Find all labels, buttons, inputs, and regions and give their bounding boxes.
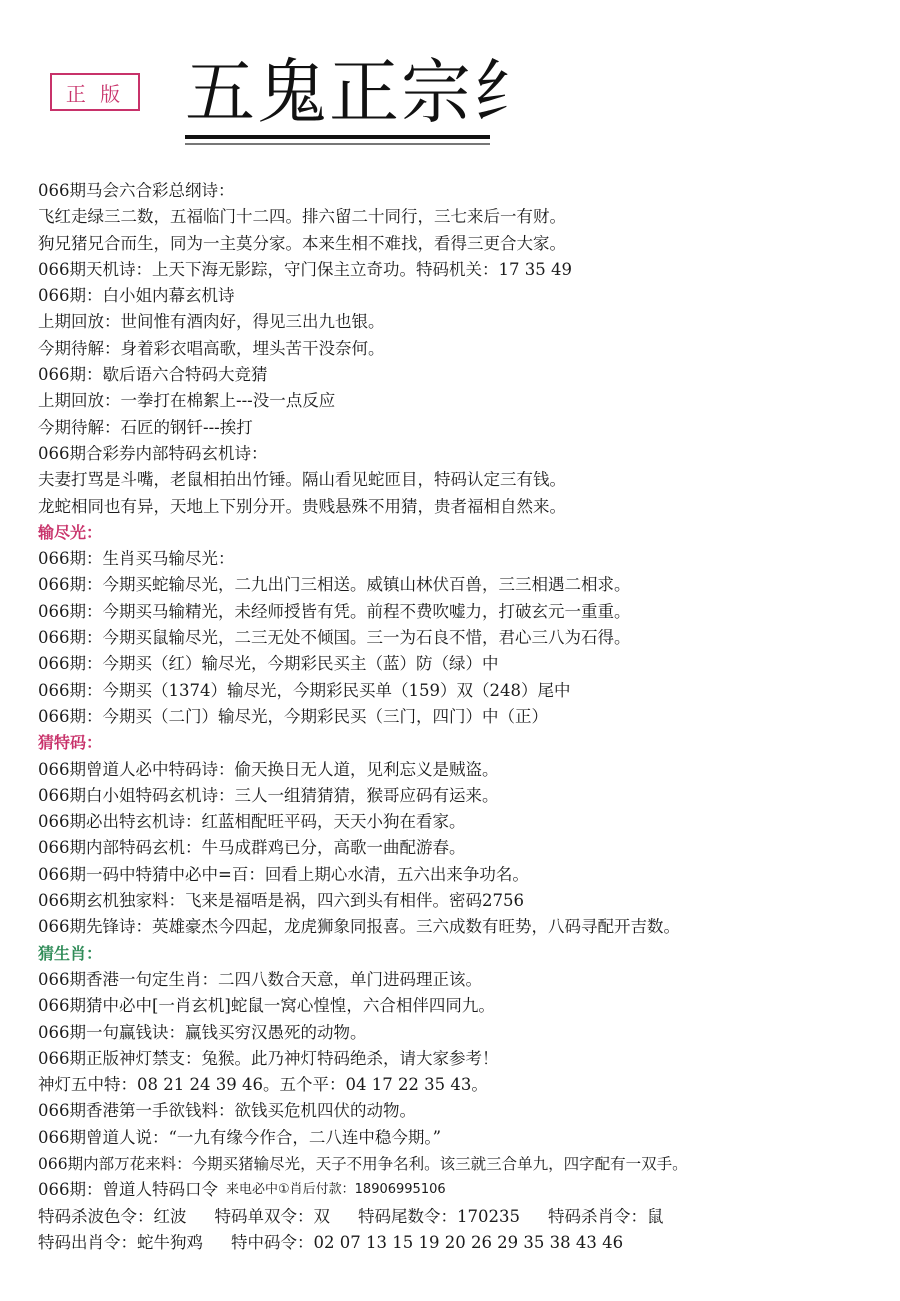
text-line: 066期：今期买鼠输尽光，二三无处不倾国。三一为石良不惜，君心三八为石得。 — [38, 628, 631, 648]
text-line: 066期香港一句定生肖：二四八数合天意，单门进码理正该。 — [38, 969, 482, 989]
text-line: 066期：歇后语六合特码大竞猜 — [38, 365, 268, 385]
title-underline — [185, 135, 490, 139]
text-line: 夫妻打骂是斗嘴，老鼠相拍出竹锤。隔山看见蛇匝目，特码认定三有钱。 — [38, 470, 566, 490]
text-line: 上期回放：世间惟有酒肉好，得见三出九也银。 — [38, 312, 385, 332]
text-line: 066期内部万花来料：今期买猪输尽光，天子不用争名利。该三就三合单九，四字配有一双手。 — [38, 1154, 688, 1173]
text-line: 066期：生肖买马输尽光： — [38, 549, 235, 569]
text-line: 066期香港第一手欲钱料：欲钱买危机四伏的动物。 — [38, 1101, 416, 1121]
section-heading-guess-code: 猜特码： — [38, 733, 103, 753]
text-line: 066期：今期买（1374）输尽光，今期彩民买单（159）双（248）尾中 — [38, 680, 571, 700]
text-line: 066期：今期买（二门）输尽光，今期彩民买（三门，四门）中（正） — [38, 706, 548, 726]
footer-item: 特码杀肖令：鼠 — [548, 1206, 664, 1226]
footer-item: 特码单双令：双 — [214, 1206, 330, 1226]
text-line: 飞红走绿三二数，五福临门十二四。排六留二十同行，三七来后一有财。 — [38, 207, 566, 227]
text-line: 上期回放：一拳打在棉絮上---没一点反应 — [38, 391, 336, 411]
text-line: 龙蛇相同也有异，天地上下别分开。贵贱悬殊不用猜，贵者福相自然来。 — [38, 496, 566, 516]
section-heading-guess-zodiac: 猜生肖： — [38, 943, 103, 963]
text-line: 066期曾道人必中特码诗：偷天换日无人道，见利忘义是贼盗。 — [38, 759, 499, 779]
text-line: 今期待解：身着彩衣唱高歌，埋头苦干没奈何。 — [38, 338, 385, 358]
text-line: 狗兄猪兄合而生，同为一主莫分家。本来生相不难找，看得三更合大家。 — [38, 233, 566, 253]
footer-item: 特码出肖令：蛇牛狗鸡 — [38, 1232, 203, 1252]
footer-item: 特码杀波色令：红波 — [38, 1206, 187, 1226]
footer-line-1 — [38, 1177, 888, 1203]
footer-title: 066期：曾道人特码口令 — [38, 1180, 218, 1200]
section-heading-lose-all: 输尽光： — [38, 522, 103, 542]
edition-badge: 正 版 — [50, 73, 140, 111]
text-line: 066期合彩券内部特码玄机诗： — [38, 443, 268, 463]
footer-line-2 — [38, 1204, 888, 1230]
text-line: 066期一码中特猜中必中=百：回看上期心水清，五六出来争功名。 — [38, 864, 529, 884]
text-line: 066期必出特玄机诗：红蓝相配旺平码，天天小狗在看家。 — [38, 812, 466, 832]
title-underline-thin — [185, 143, 490, 145]
text-line: 066期内部特码玄机：牛马成群鸡已分，高歌一曲配游春。 — [38, 838, 466, 858]
contact-note: 来电必中①肖后付款：18906995106 — [226, 1182, 446, 1198]
text-line: 066期天机诗：上天下海无影踪，守门保主立奇功。特码机关：17 35 49 — [38, 259, 572, 279]
text-line: 066期正版神灯禁支：兔猴。此乃神灯特码绝杀，请大家参考！ — [38, 1048, 499, 1068]
text-line: 神灯五中特：08 21 24 39 46。五个平：04 17 22 35 43。 — [38, 1075, 488, 1095]
text-line: 今期待解：石匠的钢钎---挨打 — [38, 417, 253, 437]
text-line: 066期曾道人说：“一九有缘今作合，二八连中稳今期。” — [38, 1127, 442, 1147]
text-line: 066期：今期买（红）输尽光，今期彩民买主（蓝）防（绿）中 — [38, 654, 499, 674]
footer-item: 特中码令：02 07 13 15 19 20 26 29 35 38 43 46 — [231, 1232, 624, 1252]
document-body — [38, 178, 888, 1256]
text-line: 066期先锋诗：英雄豪杰今四起，龙虎狮象同报喜。三六成数有旺势，八码寻配开吉数。 — [38, 917, 680, 937]
page-title: 五鬼正宗纟 — [185, 51, 545, 133]
text-line: 066期猜中必中[一肖玄机]蛇鼠一窝心惶惶，六合相伴四同九。 — [38, 996, 495, 1016]
footer-item: 特码尾数令：170235 — [358, 1206, 520, 1226]
text-line: 066期一句赢钱诀：赢钱买穷汉愚死的动物。 — [38, 1022, 367, 1042]
text-line: 066期白小姐特码玄机诗：三人一组猜猜猜，猴哥应码有运来。 — [38, 785, 499, 805]
text-line: 066期：今期买蛇输尽光，二九出门三相送。威镇山林伏百兽，三三相遇二相求。 — [38, 575, 631, 595]
text-line: 066期：白小姐内幕玄机诗 — [38, 286, 235, 306]
text-line: 066期：今期买马输精光，未经师授皆有凭。前程不费吹嘘力，打破玄元一重重。 — [38, 601, 631, 621]
footer-line-3 — [38, 1230, 888, 1256]
text-line: 066期马会六合彩总纲诗： — [38, 181, 235, 200]
text-line: 066期玄机独家料：飞来是福唔是祸，四六到头有相伴。密码2756 — [38, 891, 524, 911]
